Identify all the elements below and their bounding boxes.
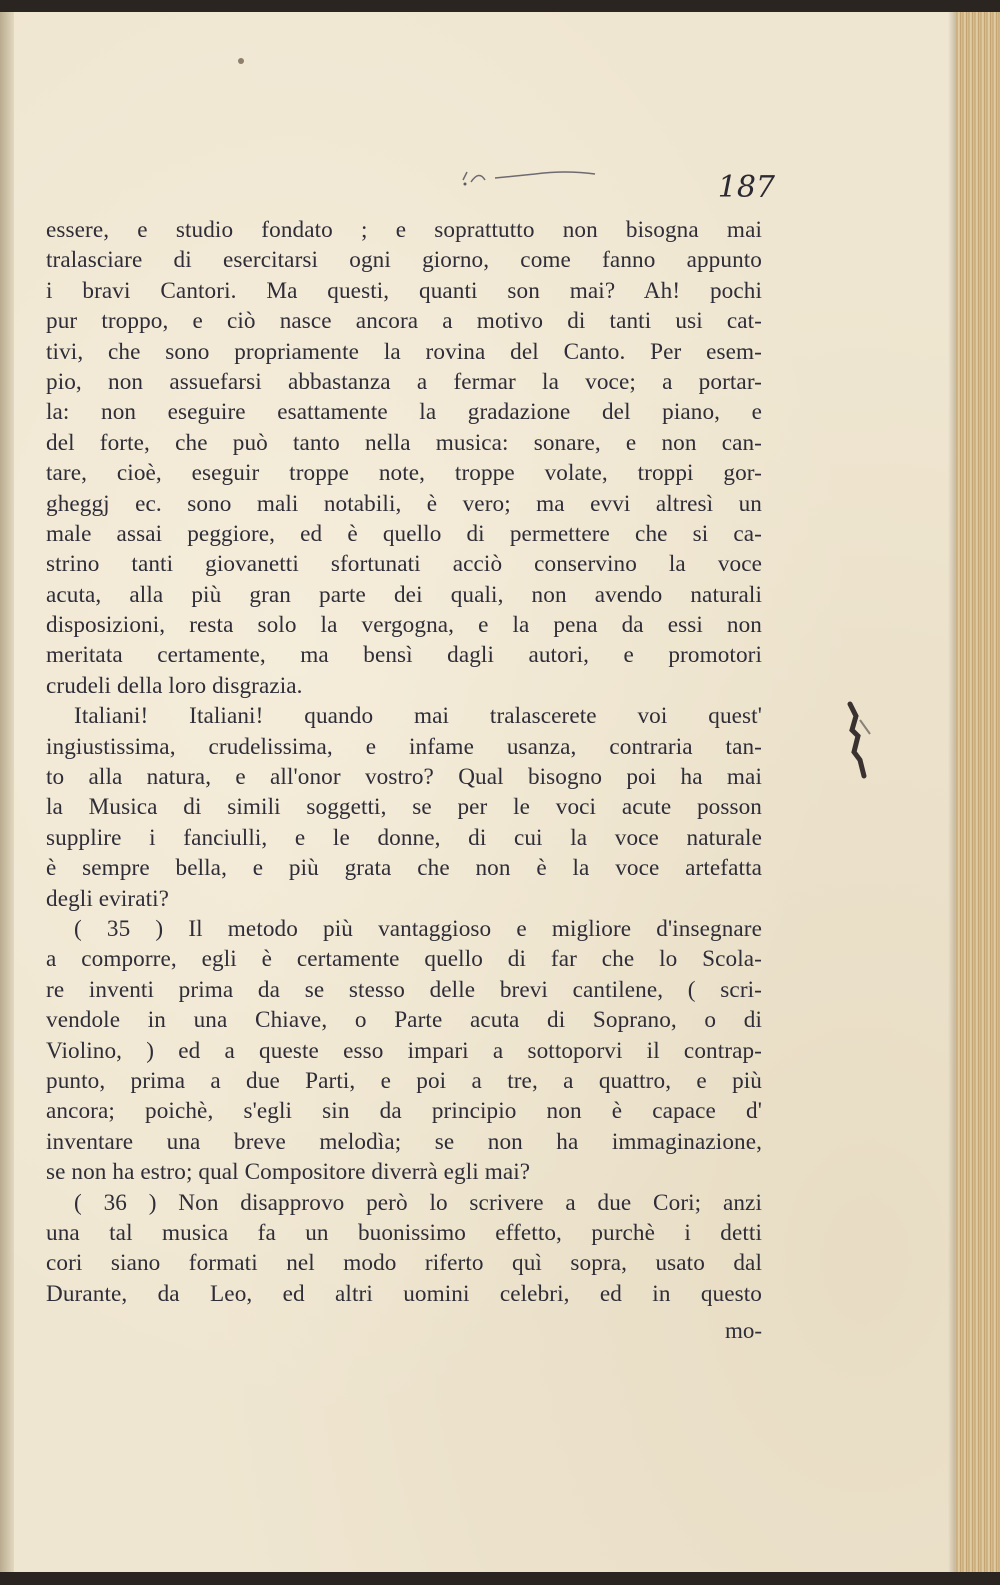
text-line: supplire i fanciulli, e le donne, di cui la voce naturale <box>46 824 762 851</box>
text-line: vendole in una Chiave, o Parte acuta di Soprano, o di <box>46 1007 762 1034</box>
text-line: essere, e studio fondato ; e soprattutto non bisogna mai <box>46 217 762 243</box>
text-line: to alla natura, e all'onor vostro? Qual bisogno poi ha mai <box>46 764 762 791</box>
text-line: re inventi prima da se stesso delle brevi cantilene, ( scri- <box>46 976 762 1003</box>
text-line: Italiani! Italiani! quando mai tralascerete voi quest' <box>74 703 762 730</box>
text-line: gheggj ec. sono mali notabili, è vero; ma evvi altresì un <box>46 490 762 517</box>
text-line: disposizioni, resta solo la vergogna, e la pena da essi non <box>46 612 762 639</box>
paper-speck <box>238 58 244 64</box>
text-line: ancora; poichè, s'egli sin da principio non è capace d' <box>46 1098 762 1125</box>
text-line: ( 36 ) Non disapprovo però lo scrivere a due Cori; anzi <box>74 1189 762 1216</box>
text-line: a comporre, egli è certamente quello di far che lo Scola- <box>46 946 762 973</box>
text-line: strino tanti giovanetti sfortunati acciò conservino la voce <box>46 551 762 578</box>
text-line: la Musica di simili soggetti, se per le voci acute posson <box>46 794 762 821</box>
text-line: se non ha estro; qual Compositore diverrà egli mai? <box>46 1159 531 1186</box>
text-line: è sempre bella, e più grata che non è la voce artefatta <box>46 855 762 882</box>
text-line: Violino, ) ed a queste esso impari a sottoporvi il contrap- <box>46 1037 762 1064</box>
text-line: cori siano formati nel modo riferto quì sopra, usato dal <box>46 1250 762 1277</box>
text-line: crudeli della loro disgrazia. <box>46 672 303 699</box>
text-line: Durante, da Leo, ed altri uomini celebri, ed in questo <box>46 1280 762 1307</box>
page-number: 187 <box>717 170 775 205</box>
text-line: pio, non assuefarsi abbastanza a fermar la voce; a portar- <box>46 368 762 395</box>
text-line: degli evirati? <box>46 885 170 912</box>
catchword: mo- <box>724 1318 762 1343</box>
fore-edge-page-stack <box>955 12 1000 1572</box>
text-line: pur troppo, e ciò nasce ancora a motivo di tanti usi cat- <box>46 308 762 335</box>
gutter-edge <box>0 12 14 1572</box>
text-line: del forte, che può tanto nella musica: sonare, e non can- <box>46 429 762 456</box>
text-line: la: non eseguire esattamente la gradazione del piano, e <box>46 399 762 426</box>
text-line: meritata certamente, ma bensì dagli autori, e promotori <box>46 642 762 669</box>
body-text <box>46 215 762 1309</box>
text-line: acuta, alla più gran parte dei quali, non avendo naturali <box>46 581 762 608</box>
text-line: punto, prima a due Parti, e poi a tre, a quattro, e più <box>46 1067 762 1094</box>
text-line: ingiustissima, crudelissima, e infame usanza, contraria tan- <box>46 733 762 760</box>
ink-mark <box>846 700 874 780</box>
text-line: male assai peggiore, ed è quello di permettere che si ca- <box>46 520 762 547</box>
header-ornament <box>455 162 605 192</box>
text-line: tralasciare di esercitarsi ogni giorno, come fanno appunto <box>46 247 762 274</box>
text-line: una tal musica fa un buonissimo effetto, purchè i detti <box>46 1219 762 1246</box>
text-line: tare, cioè, eseguir troppe note, troppe volate, troppi gor- <box>46 460 762 487</box>
text-line: tivi, che sono propriamente la rovina del Canto. Per esem- <box>46 338 762 365</box>
text-line: i bravi Cantori. Ma questi, quanti son mai? Ah! pochi <box>46 277 762 304</box>
text-line: inventare una breve melodìa; se non ha immaginazione, <box>46 1128 762 1155</box>
text-line: ( 35 ) Il metodo più vantaggioso e migliore d'insegnare <box>74 915 762 942</box>
